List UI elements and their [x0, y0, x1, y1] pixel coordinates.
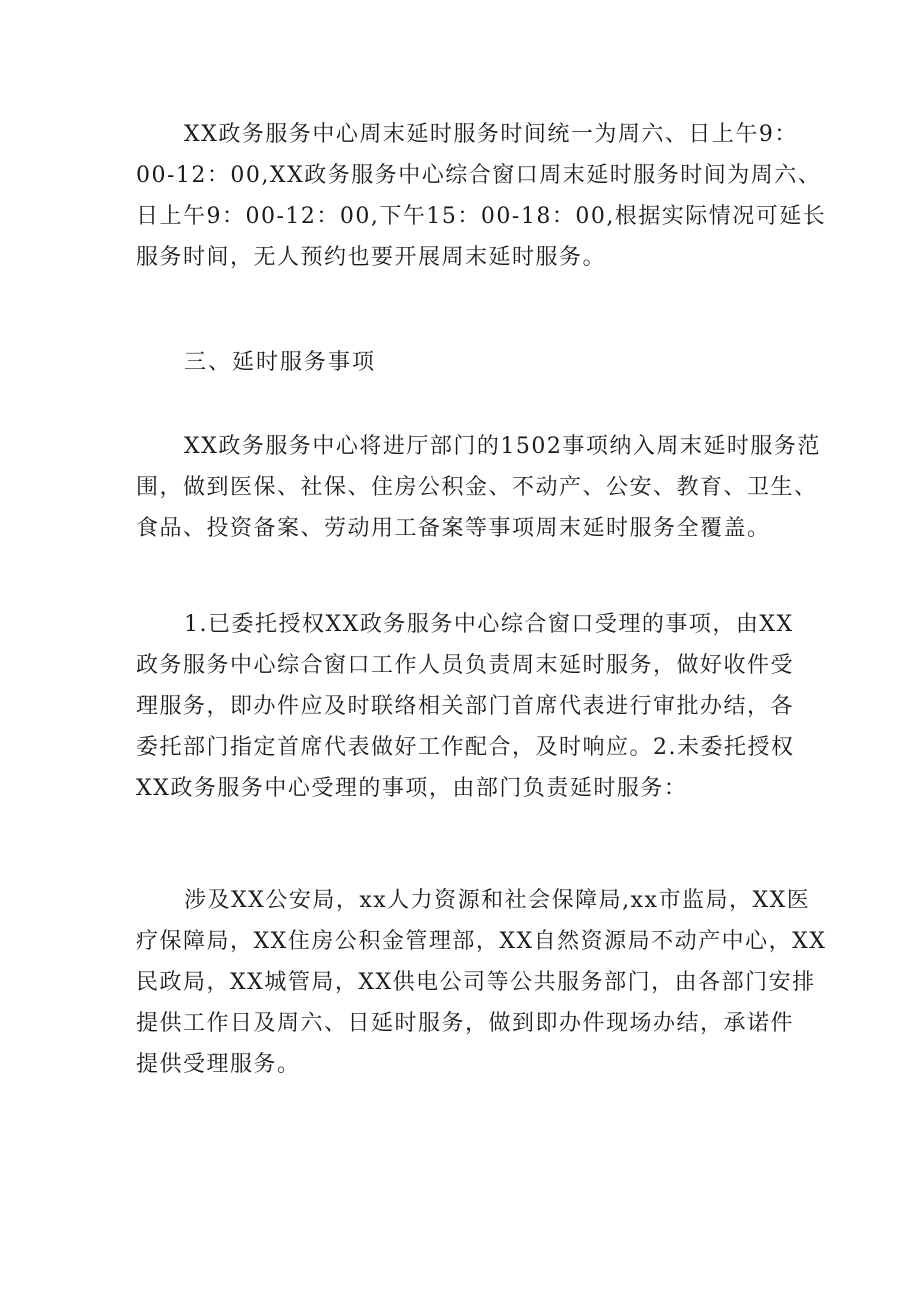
text-line: 疗保障局，XX住房公积金管理部，XX自然资源局不动产中心，XX: [136, 929, 827, 954]
text-line: 政务服务中心综合窗口工作人员负责周末延时服务，做好收件受: [136, 653, 795, 678]
text-line: 食品、投资备案、劳动用工备案等事项周末延时服务全覆盖。: [136, 516, 771, 541]
text-line: 理服务，即办件应及时联络相关部门首席代表进行审批办结，各: [136, 694, 795, 719]
section-heading: 三、延时服务事项: [184, 350, 377, 375]
paragraph-authorized-items: [136, 604, 796, 809]
text-line: 日上午9：00-12：00,下午15：00-18：00,根据实际情况可延长: [136, 204, 827, 229]
text-line: 民政局，XX城管局，XX供电公司等公共服务部门，由各部门安排: [136, 970, 816, 995]
text-line: 围，做到医保、社保、住房公积金、不动产、公安、教育、卫生、: [136, 475, 818, 500]
text-line: XX政务服务中心周末延时服务时间统一为周六、日上午9：: [184, 122, 798, 147]
text-line: 委托部门指定首席代表做好工作配合，及时响应。2.未委托授权: [136, 735, 795, 760]
text-line: XX政务服务中心受理的事项，由部门负责延时服务：: [136, 776, 688, 801]
paragraph-service-scope: [136, 426, 821, 549]
text-line: 提供受理服务。: [136, 1052, 301, 1077]
text-line: 涉及XX公安局，xx人力资源和社会保障局,xx市监局，XX医: [184, 888, 811, 913]
text-line: 提供工作日及周六、日延时服务，做到即办件现场办结，承诺件: [136, 1011, 795, 1036]
text-line: XX政务服务中心将进厅部门的1502事项纳入周末延时服务范: [184, 434, 821, 459]
paragraph-service-hours: [136, 114, 827, 278]
paragraph-departments: [136, 880, 827, 1085]
text-line: 服务时间，无人预约也要开展周末延时服务。: [136, 245, 607, 270]
text-line: 1.已委托授权XX政务服务中心综合窗口受理的事项，由XX: [184, 612, 794, 637]
text-line: 00-12：00,XX政务服务中心综合窗口周末延时服务时间为周六、: [136, 163, 822, 188]
